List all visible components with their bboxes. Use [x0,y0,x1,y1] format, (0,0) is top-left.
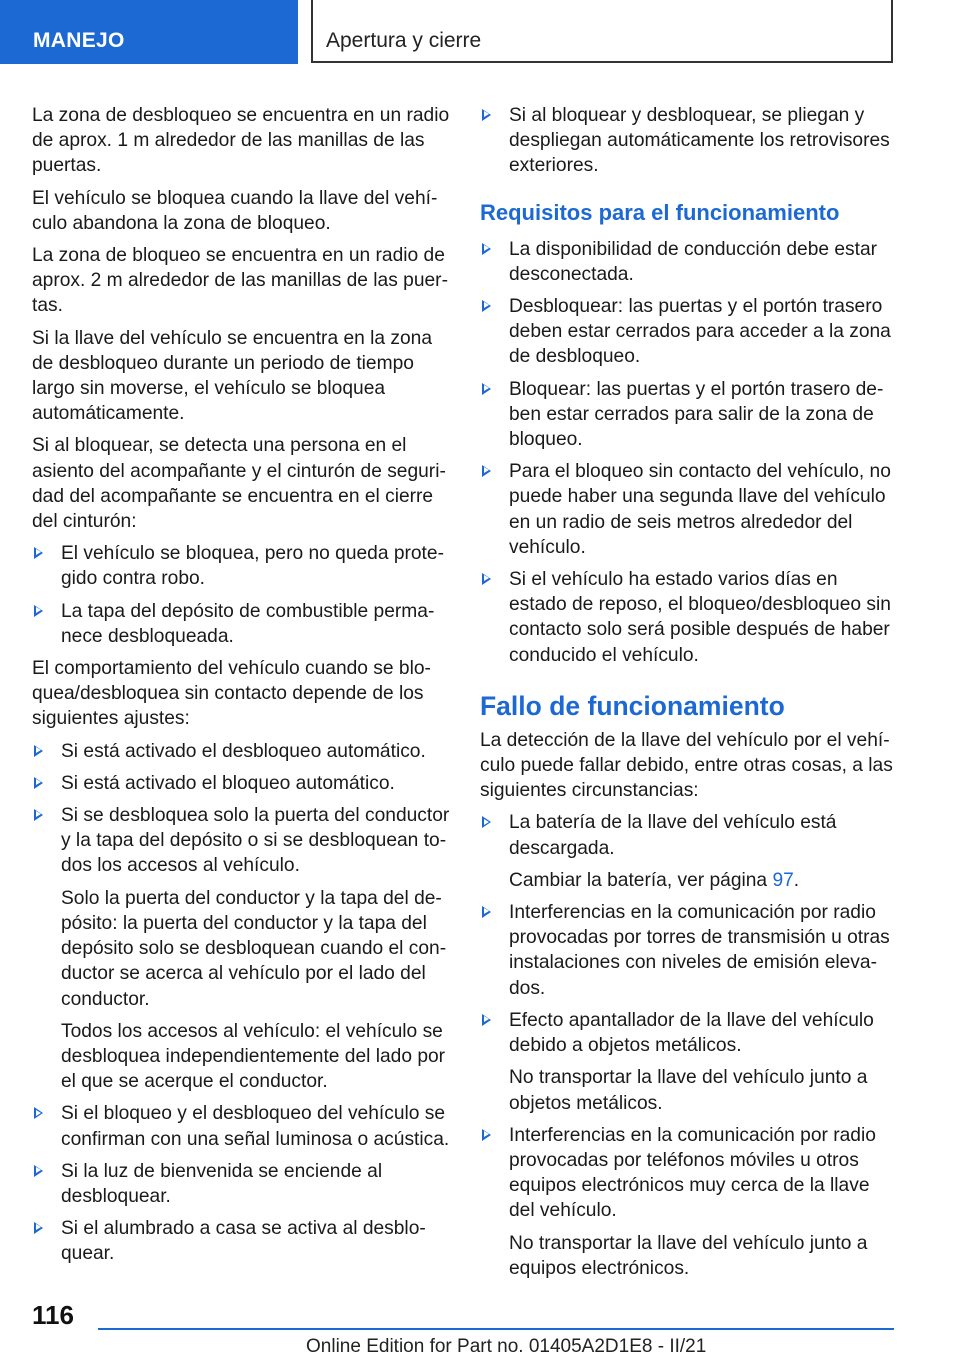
section-heading-malfunction: Fallo de funcionamiento [480,690,785,721]
paragraph: El comportamiento del vehículo cuando se bloquea/desbloquea sin contacto depende de los siguientes ajustes: [32,658,431,730]
bullet-triangle-icon [482,243,491,255]
paragraph: La zona de desbloqueo se encuentra en un radio de aprox. 1 m alrededor de las manillas de las puertas. [32,105,450,177]
section-tab [0,0,298,64]
bullet-triangle-icon [482,465,491,477]
bullet-triangle-icon [482,906,491,918]
bullet-triangle-icon [34,1107,43,1119]
list-item: La batería de la llave del vehículo está descargada. [480,810,898,860]
list-item: Si el bloqueo y el desbloqueo del vehículo se confirman con una señal luminosa o acústica. [32,1101,450,1151]
list-item: Si el vehículo ha estado varios días en estado de reposo, el bloqueo/desbloqueo sin contacto solo será posible después de haber conducido el vehículo. [480,567,898,668]
bullet-triangle-icon [34,1165,43,1177]
list-item: Desbloquear: las puertas y el portón trasero deben estar cerrados para acceder a la zona de desbloqueo. [480,294,898,370]
page-number: 116 [32,1300,74,1330]
right-column [480,103,898,1288]
list-item: Interferencias en la comunicación por radio provocadas por torres de transmisión u otras instalaciones con niveles de emisión elevados. [480,900,898,1001]
footer-divider [98,1328,894,1330]
bullet-triangle-icon [482,109,491,121]
list-subparagraph: No transportar la llave del vehículo junto a equipos electrónicos. [509,1232,868,1279]
paragraph: La detección de la llave del vehículo por el vehículo puede fallar debido, entre otras cosas, a las siguientes circunstancias: [480,729,893,802]
section-heading-requirements: Requisitos para el funcionamiento [480,199,840,225]
bullet-triangle-icon [34,1222,43,1234]
list-item: Si la luz de bienvenida se enciende al desbloquear. [32,1159,450,1209]
paragraph: Si al bloquear, se detecta una persona en el asiento del acompañante y el cinturón de seguridad del acompañante se encuentra en el cierre del cinturón: [32,435,446,533]
bullet-triangle-icon [34,777,43,789]
bullet-triangle-icon [482,573,491,585]
paragraph: La zona de bloqueo se encuentra en un radio de aprox. 2 m alrededor de las manillas de las puertas. [32,245,448,317]
bullet-triangle-icon [34,745,43,757]
footer-edition: Online Edition for Part no. 01405A2D1E8 - II/21 [306,1336,707,1357]
list-item: Para el bloqueo sin contacto del vehículo, no puede haber una segunda llave del vehículo en un radio de seis metros alrededor del vehículo. [480,459,898,560]
bullet-triangle-icon [34,605,43,617]
bullet-triangle-icon [482,1014,491,1026]
list-item: Efecto apantallador de la llave del vehículo debido a objetos metálicos. [480,1008,898,1058]
list-subparagraph: Todos los accesos al vehículo: el vehículo se desbloquea independientemente del lado por el que se acerque el conductor. [61,1020,446,1093]
list-item: Si el alumbrado a casa se activa al desbloquear. [32,1216,450,1266]
left-column [32,103,450,1274]
page-link-97[interactable]: 97 [772,869,794,891]
list-item: La disponibilidad de conducción debe estar desconectada. [480,237,898,287]
list-item: Si al bloquear y desbloquear, se pliegan y despliegan automáticamente los retrovisores exteriores. [480,103,898,179]
chapter-title: Apertura y cierre [326,29,482,52]
list-item: El vehículo se bloquea, pero no queda protegido contra robo. [32,541,450,591]
section-title: MANEJO [33,29,125,52]
list-item: Bloquear: las puertas y el portón trasero deben estar cerrados para salir de la zona de bloqueo. [480,377,898,453]
list-item: Interferencias en la comunicación por radio provocadas por teléfonos móviles u otros equipos electrónicos muy cerca de la llave del vehículo. [480,1123,898,1224]
bullet-triangle-icon [482,816,491,828]
list-subparagraph: No transportar la llave del vehículo junto a objetos metálicos. [509,1067,868,1114]
list-subparagraph: Solo la puerta del conductor y la tapa del depósito: la puerta del conductor y la tapa del depósito solo se desbloquean cuando el conductor se acerca al vehículo por el lado del conductor. [61,887,447,1010]
list-item: La tapa del depósito de combustible permanece desbloqueada. [32,599,450,649]
list-item: Si está activado el desbloqueo automático. [32,739,450,764]
list-subparagraph: Cambiar la batería, ver página 97. [509,869,800,891]
list-item: Si se desbloquea solo la puerta del conductor y la tapa del depósito o si se desbloquean todos los accesos al vehículo. [32,803,450,879]
chapter-header [311,0,893,63]
bullet-triangle-icon [482,1129,491,1141]
bullet-triangle-icon [34,547,43,559]
paragraph: Si la llave del vehículo se encuentra en la zona de desbloqueo durante un periodo de tiempo largo sin moverse, el vehículo se bloquea automáticamente. [32,327,432,425]
bullet-triangle-icon [34,809,43,821]
paragraph: El vehículo se bloquea cuando la llave del vehículo abandona la zona de bloqueo. [32,187,438,234]
list-item: Si está activado el bloqueo automático. [32,771,450,796]
bullet-triangle-icon [482,383,491,395]
bullet-triangle-icon [482,300,491,312]
